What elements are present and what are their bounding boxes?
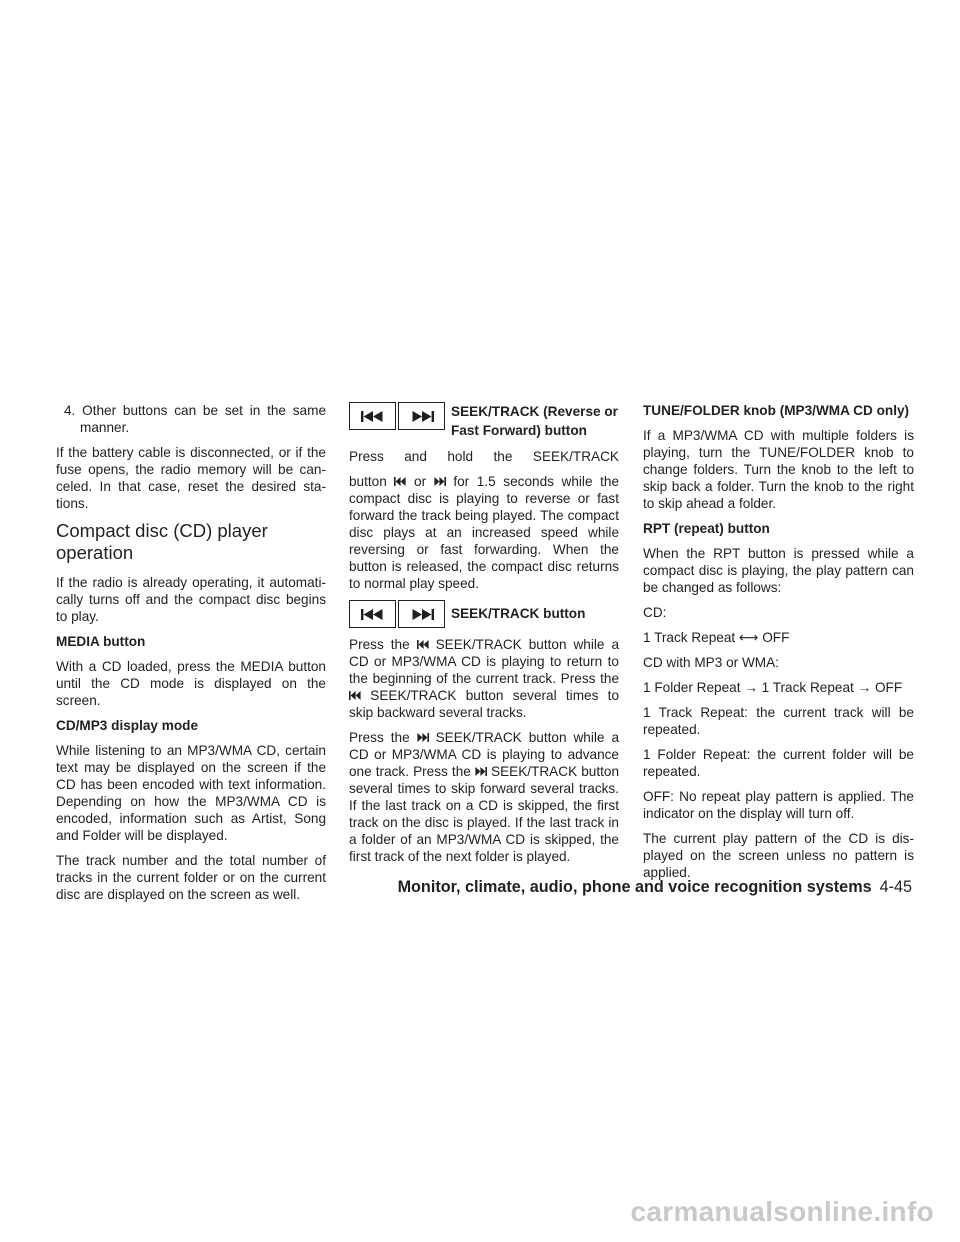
- list-item-4: 4. Other buttons can be set in the same manner.: [64, 403, 326, 435]
- seek-forward-text-c: SEEK/TRACK button several times to skip forward several tracks. If the last track on a CD is skipped, the first track on the disc is played. If the last track in a folder of an MP3/WMA CD is skipped, the first track of the next folder is played.: [349, 764, 620, 864]
- skip-back-button-icon: [349, 402, 396, 430]
- seek-forward-text-a: Press the: [349, 730, 410, 745]
- column-2: [349, 402, 619, 873]
- tune-folder-text: If a MP3/WMA CD with multiple folders is playing, turn the TUNE/FOLDER knob to change folders. Turn the knob to the left to skip back a folder. Turn the knob to the right to skip ahead a folder.: [643, 428, 914, 511]
- media-button-text: With a CD loaded, press the MEDIA button until the CD mode is displayed on the screen.: [56, 659, 326, 708]
- section-heading: Compact disc (CD) player operation: [56, 520, 268, 563]
- seek-back-text-b: SEEK/TRACK button while a CD or MP3/WMA CD is playing to return to the beginning of the current track. Press the: [349, 637, 620, 686]
- cd-pattern: 1 Track Repeat ⟷ OFF: [643, 630, 790, 645]
- skip-forward-icon: [434, 473, 446, 490]
- column-3: [643, 402, 914, 889]
- skip-forward-icon: [475, 763, 487, 780]
- skip-forward-icon: [417, 729, 429, 746]
- tune-folder-heading: TUNE/FOLDER knob (MP3/WMA CD only): [643, 403, 910, 418]
- mp3-label: CD with MP3 or WMA:: [643, 655, 779, 670]
- page-number: 4-45: [879, 878, 912, 896]
- seek-forward-paragraph: [349, 729, 619, 865]
- rpt-button-heading: RPT (repeat) button: [643, 521, 770, 536]
- track-repeat-text: 1 Track Repeat: the current track will be repeated.: [643, 705, 914, 737]
- seek-hold-start: Press and hold the SEEK/TRACK: [349, 449, 619, 464]
- seek-forward-text-b: SEEK/TRACK button while a CD or MP3/WMA CD is playing to advance one track. Press the: [349, 730, 620, 779]
- footer-section-title: Monitor, climate, audio, phone and voice recognition systems: [397, 878, 872, 896]
- track-number-text: The track number and the total number of tracks in the current folder or on the current disc are displayed on the screen as well.: [56, 853, 326, 902]
- seek-back-paragraph: [349, 636, 619, 721]
- seek-hold-rest: for 1.5 seconds while the compact disc is playing to reverse or fast forward the track being played. The compact disc plays at an increased speed while reversing or fast forwarding. When the button is released, the compact disc returns to normal play speed.: [349, 474, 620, 591]
- auto-paragraph: If the radio is already operating, it automatically turns off and the compact disc begins to play.: [56, 575, 326, 624]
- seek-hold-button-word: button: [349, 474, 387, 489]
- watermark: carmanualsonline.info: [630, 1196, 934, 1227]
- seek-track-title: SEEK/TRACK button: [451, 606, 586, 621]
- skip-forward-button-icon: [398, 600, 445, 628]
- display-mode-text: While listening to an MP3/WMA CD, certain text may be displayed on the screen if the CD has been encoded with text information. Depending on how the MP3/WMA CD is encoded, information such as Artist, Song and Folder will be displayed.: [56, 743, 326, 843]
- seek-reverse-forward-title: SEEK/TRACK (Reverse or Fast Forward) button: [451, 404, 618, 438]
- mp3-pattern: 1 Folder Repeat → 1 Track Repeat → OFF: [643, 680, 903, 695]
- seek-hold-paragraph: [349, 473, 619, 592]
- page-footer: [398, 877, 912, 897]
- column-1: [56, 402, 326, 911]
- media-button-heading: MEDIA button: [56, 634, 146, 649]
- skip-forward-button-icon: [398, 402, 445, 430]
- skip-back-button-icon: [349, 600, 396, 628]
- display-mode-heading: CD/MP3 display mode: [56, 718, 199, 733]
- seek-reverse-forward-heading: [349, 402, 619, 440]
- folder-repeat-text: 1 Folder Repeat: the current folder will be repeated.: [643, 747, 914, 779]
- skip-back-icon: [394, 473, 406, 490]
- skip-back-icon: [417, 636, 429, 653]
- seek-hold-line: [349, 448, 619, 465]
- seek-back-text-c: SEEK/TRACK button several times to skip backward several tracks.: [349, 688, 620, 720]
- cd-label: CD:: [643, 605, 667, 620]
- rpt-button-text: When the RPT button is pressed while a compact disc is playing, the play pattern can be changed as follows:: [643, 546, 914, 595]
- seek-track-heading: [349, 600, 619, 628]
- off-text: OFF: No repeat play pattern is applied. The indicator on the display will turn off.: [643, 789, 914, 821]
- seek-back-text-a: Press the: [349, 637, 410, 652]
- seek-hold-or: or: [414, 474, 427, 489]
- battery-paragraph: If the battery cable is disconnected, or if the fuse opens, the radio memory will be canceled. In that case, reset the desired stations.: [56, 445, 326, 511]
- skip-back-icon: [349, 687, 361, 704]
- current-pattern-text: The current play pattern of the CD is displayed on the screen unless no pattern is applied.: [643, 831, 914, 880]
